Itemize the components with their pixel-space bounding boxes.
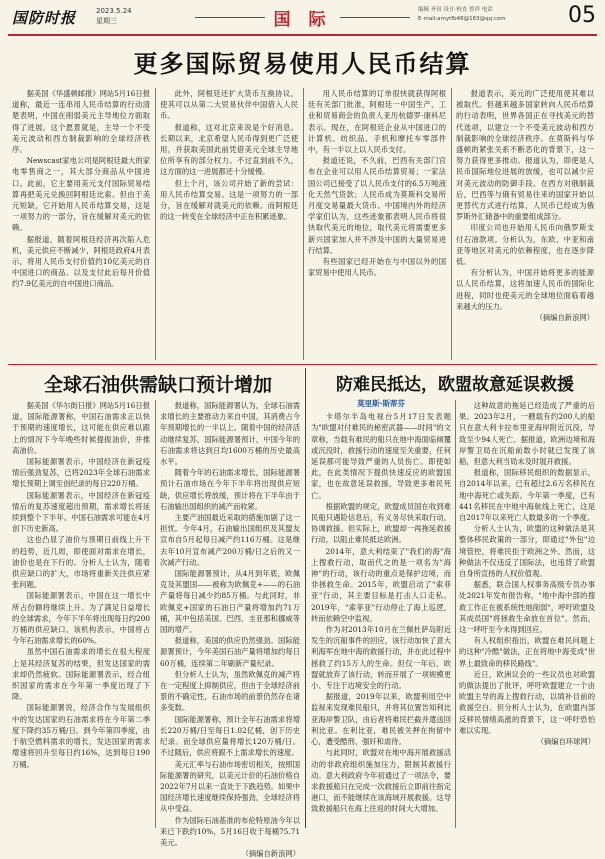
article2-column-2 bbox=[160, 400, 300, 859]
article3-paragraph: 分析人士认为，欧盟的这种做法是其整体移民政策的一部分，即通过"外包"边境管控，将难民拒于欧洲之外。然而，这种做法不仅违反了国际法，也违背了欧盟自身所宣扬的人权价值观。 bbox=[459, 524, 595, 579]
article3-paragraph: 这种故意的拖延已经造成了严重的后果。2023年2月，一艘载有约200人的船只在意大利卡拉布里亚海岸附近沉没，导致至少94人死亡。据报道，欧洲边境和海岸警卫局在沉船前数小时就已发现了该船，但意大利当局未及时展开救援。 bbox=[459, 401, 595, 467]
article1-paragraph: 有分析认为，中国开始将更多的能源以人民币结算，这将加速人民币的国际化进程，同时也使美元的全球地位面临着越来越大的压力。 bbox=[456, 268, 594, 311]
article3-paragraph: 2014年，意大利结束了"我们的海"海上搜救行动，取而代之的是一项名为"海神"的行动，该行动的重点是保护边境，而非拯救生命。2015年，欧盟启动了"索菲亚"行动，其主要目标是打击人口走私。2019年，"索菲亚"行动停止了海上巡逻，转而依赖空中监视。 bbox=[311, 546, 451, 623]
article2-paragraph: 据美国《华尔街日报》网站5月16日报道，国际能源署称，中国石油需求正以快于预期的速度增长，这可能在供应难以跟上的情况下今年晚些时候提振油价，并推高油价。 bbox=[12, 401, 150, 455]
article2-paragraph: 国际能源署表示，中国在这一增长中所占份额将继续上升。为了满足日益增长的全球需求，今年下半年将出现每日约200万桶的供应缺口。该机构表示，中国将占今年石油需求增长的60%。 bbox=[12, 591, 150, 646]
article1-paragraph: 此外，阿根廷还扩大货币互换协议，使其可以从第二大贸易伙伴中国借入人民币。 bbox=[160, 89, 298, 121]
article1-paragraph: 报道表示，美元的广泛使用使其难以被取代。但越来越多国家转向人民币结算的行动表明，世界各国正在寻找美元的替代选项，以建立一个不受美元波动和西方制裁影响的全球经济秩序。在莫斯科与华盛顿的紧张关系不断恶化的背景下，这一努力获得更多推动。报道认为，即使是人民币国际地位进展的放缓，也可以减少应对美元波动的防御手段。在西方对俄制裁后，巴西等与俄有贸易往来的国家开始以更替代方式进行结算，人民币已经成为俄罗斯外汇储备中的重要组成部分。 bbox=[456, 89, 594, 222]
article2-paragraph: 虽然中国石油需求的增长在很大程度上是其经济复苏的结果，但发达国家的需求却仍然疲软。国际能源署表示，经合组织国家的需求在今年第一季度出现了下降。 bbox=[12, 647, 150, 702]
article3-paragraph: 有人权组织指出，欧盟在难民问题上的这种"冷酷"做法，正在将地中海变成"世界上最致命的移民路线"。 bbox=[459, 636, 595, 668]
article2-column-1 bbox=[12, 400, 150, 828]
article2-paragraph: 国际能源署预计，从4月到年底，欧佩克及其盟国——被称为欧佩克+——的石油产量将每日减少约85万桶。与此同时，非欧佩克+国家的石油日产量将增加约71万桶，其中包括美国、巴西、圭亚那和挪威等国的增产。 bbox=[160, 569, 300, 635]
issue-date: 2023.5.24 bbox=[96, 7, 132, 15]
article3-paragraph: 作为对2013年10月在兰佩杜萨岛附近发生的沉船事件的回应，该行动加快了意大利海军在地中海的救援行动，并在此过程中拯救了约15万人的生命。但仅一年后，欧盟就放弃了该行动，转而开展了一项规模更小、专注于边境安全的行动。 bbox=[311, 625, 451, 691]
article2-paragraph: 作为国际石油基准的布伦特原油今年以来已下跌约10%，5月16日收于每桶75.71美元。 bbox=[160, 815, 300, 847]
article1-paragraph: 报道还说，不久前，巴西有关部门官布在企业可以用人民币结算贸易；一家法国公司已接受了以人民币支付的6.5万吨液化天然气货款；人民币成为莫斯科交易所月度交易量最大货币。中国境内外的经济学家们认为，这些迹象都表明人民币将很快取代美元的地位，取代美元将需要更多新兴国家加入并不涉及中国的大量贸易进行结算。 bbox=[308, 156, 446, 255]
article3-title: 防难民抵达，欧盟故意延误救援 bbox=[336, 375, 574, 395]
article1-paragraph: 用人民币结算的订单很快就获得阿根廷有关部门批准，阿根廷一中国生产、工业和贸易商会的负责人亚历杭德罗·康科尼表示。现在，在阿根廷企业从中国进口的计算机、纺织品、手机和摩托车零部件中，有一半以上以人民币支付。 bbox=[308, 89, 446, 155]
article1-column-4 bbox=[456, 88, 594, 360]
article-separator bbox=[8, 364, 597, 365]
newspaper-logo: 国防时报 bbox=[12, 9, 77, 27]
column-divider bbox=[155, 400, 156, 828]
article3-paragraph: 报道称，国际移民组织的数据显示，自2014年以来，已有超过2.6万名移民在地中海死亡或失踪。今年第一季度，已有441名移民在中地中海航线上死亡，这是自2017年以来死亡人数最多的一个季度。 bbox=[459, 468, 595, 523]
column-divider bbox=[155, 88, 156, 360]
page-number: 05 bbox=[568, 3, 596, 28]
article2-title: 全球石油供需缺口预计增加 bbox=[43, 374, 272, 396]
masthead bbox=[0, 0, 605, 36]
article2-paragraph: 国际能源署表示，中国经济在新冠疫情后强劲复苏，已将2023年全球石油需求增长预期上调至创纪录的每日220万桶。 bbox=[12, 457, 150, 489]
article1-column-3 bbox=[308, 88, 446, 360]
article3-paragraph: 据报道，2019年以来，欧盟利用空中监视来发现难民船只，并将其位置告知利比亚海岸警卫队，由后者将难民拦截并遣送回利比亚。在利比亚，难民被关押在拘留中心，遭受酷刑、强奸和虐待。 bbox=[311, 692, 451, 747]
article3-paragraph: 近日，欧洲议会的一些议员也对欧盟的做法提出了批评，呼吁欧盟建立一个由欧盟主导的海上搜救行动，以填补目前的救援空白。但分析人士认为，在欧盟内部反移民情绪高涨的背景下，这一呼吁恐怕难以实现。 bbox=[459, 669, 595, 735]
column-divider bbox=[455, 400, 456, 828]
article3-source: （摘编自环球网） bbox=[536, 737, 595, 747]
masthead-rule bbox=[8, 34, 597, 36]
article3-column-2 bbox=[459, 400, 595, 828]
section-title: 国 际 bbox=[273, 10, 332, 30]
article3-column-1 bbox=[311, 398, 451, 828]
article1-title: 更多国际贸易使用人民币结算 bbox=[133, 50, 472, 78]
article3-paragraph: 卡塔尔半岛电视台5月17日发表题为"欧盟对付难民的秘密武器——时间"的文章称，当载有难民的船只在地中海面临倾覆或沉没时，救援行动的速度至关重要，任何延误都可能导致严重的人员伤亡。即使如此，在此类情况下提供快速反应的欧盟国家，也在故意延误救援，导致更多难民死亡。 bbox=[311, 412, 451, 500]
article1-paragraph: 印度公司也开始用人民币向俄罗斯支付石油款项。分析认为，东欧、中亚和南亚等地区对美元的依赖程度，也在逐步降低。 bbox=[456, 223, 594, 267]
editor-email: E-mail:amytfb48@163@qq.com bbox=[418, 16, 506, 22]
article-divider-vertical bbox=[305, 368, 306, 828]
article2-paragraph: 国际能源署称，预计全年石油需求将增长220万桶/日至每日1.02亿桶，创下历史纪录。而全球供应量将增长120万桶/日。不过随后，供应将跟不上需求增长的速度。 bbox=[160, 714, 300, 758]
article1-paragraph: 但上个月，该公司开始了新的尝试：用人民币结算交易。这是一项努力的一部分，旨在缓解对就美元的依赖。而阿根廷的这一转变在全球经济中正在积累迹象。 bbox=[160, 178, 298, 222]
column-divider bbox=[303, 88, 304, 360]
issue-weekday: 星期三 bbox=[96, 17, 117, 25]
article1-column-2 bbox=[160, 88, 298, 360]
article1-paragraph: 报道称，这对北京来说是个好消息。长期以来，北京希望人民币得到更广泛使用，并获取美国此前凭借美元全球主导地位所享有的部分权力。不过直到前不久，这方面的这一进展都还十分缓慢。 bbox=[160, 122, 298, 177]
article1-paragraph: Newscast家电公司是阿根廷最大的家电零售商之一，其大部分商品从中国进口。此前，它主要用美元支付国际贸易结算再把美元兑换回阿根廷比索。但由于美元短缺，它开始用人民币结算交易，这是一项努力的一部分，旨在缓解对美元的依赖。 bbox=[12, 156, 150, 233]
article2-paragraph: 国际能源署说，经济合作与发展组织中的发达国家的石油需求将在今年第二季度下降约35万桶/日。到今年第四季度，由于航空燃料需求的增长，发达国家的需求增速将回升至每日约16%，达到每日190万桶。 bbox=[12, 703, 150, 769]
section-divider-right bbox=[340, 17, 410, 18]
article3-author: 莫里斯·斯蒂芬 bbox=[357, 399, 405, 408]
article2-paragraph: 随着今年的石油需求增长，国际能源署预计石油市场在今年下半年将出现供应短缺，供应增长将放缓，预计将在下半年由于石油输出国组织的减产而收紧。 bbox=[160, 468, 300, 511]
article2-paragraph: 报道称，美国的供应仍然强劲。国际能源署预计，今年美国石油产量将增加约每日60万桶，连续第二年刷新产量纪录。 bbox=[160, 636, 300, 668]
editor-credits bbox=[418, 6, 506, 24]
article2-paragraph: 报道称，国际能源署认为，全球石油需求增长的主要推动力来自中国，其消费占今年预期增长的一半以上。随着中国的经济活动继续复苏，国际能源署预计，中国今年的石油需求将达到日均1600万桶的历史最高水平。 bbox=[160, 401, 300, 467]
article1-paragraph: 有些国家已经开始在与中国以外的国家贸易中使用人民币。 bbox=[308, 257, 446, 278]
article1-source: （摘编自新浪网） bbox=[535, 313, 594, 323]
article3-paragraph: 根据欧盟的规定，欧盟成员国在收到难民船只遇险信息后，有义务尽快采取行动，协调救援。但实际上，欧盟却一再拖延救援行动，以阻止难民抵达欧洲。 bbox=[311, 501, 451, 545]
article1-paragraph: 据报道，随着阿根廷经济再次陷入危机，美元供应不断减少，阿根廷政府4月表示，将用人民币支付价值约10亿美元的自中国进口的商品。以及支付此后每月价值约7.9亿美元的自中国进口商品。 bbox=[12, 234, 150, 289]
column-divider bbox=[451, 88, 452, 360]
article3-paragraph: 与此同时，欧盟对在地中海开展救援活动的非政府组织施加压力，限制其救援行动。意大利政府今年初通过了一项法令，要求救援船只在完成一次救援后立即前往指定港口，而不能继续在该海域开展救援。这导致救援船只在海上往返的时间大大增加。 bbox=[311, 748, 451, 814]
article2-paragraph: 但分析人士认为，虽然欧佩克的减产将在一定程度上抑制供应，但由于全球经济前景的不确定性，石油市场的前景仍然存在诸多变数。 bbox=[160, 669, 300, 713]
article1-paragraph: 据美国《华盛顿邮报》网站5月16日报道称，最近一连串用人民币结算的行动清楚表明，中国在削弱美元主导地位方面取得了进展。这个愿景就是，主导一个不受美元波动和西方制裁影响的全球经济秩序。 bbox=[12, 89, 150, 155]
article2-source: （摘编自新浪网） bbox=[241, 849, 300, 859]
article2-paragraph: 这也凸显了油价与预期日前线上升下的趋势，近几周，即使面对需求在增长，油价也是在下行的。分析人士认为，随着供应缺口的扩大，市场将重新关注供应紧张问题。 bbox=[12, 535, 150, 590]
article1-column-1 bbox=[12, 88, 150, 360]
editor-line: 编辑 齐田 设计·校直 曾祥 电话 bbox=[418, 7, 493, 13]
article2-paragraph: 国际能源署表示，中国经济在新冠疫情后的复苏速度超出预期，需求增长将延续到整个下半年。中国石油需求可能在4月创下历史新高。 bbox=[12, 490, 150, 534]
article3-paragraph: 据悉，联合国人权事务高级专员办事处2021年发布报告称，"地中海中部的搜救工作正在被系统性地削弱"，呼吁欧盟及其成员国"将拯救生命放在首位"。然而，这一呼吁至今未得到回应。 bbox=[459, 580, 595, 635]
article2-paragraph: 美元汇率与石油市场密切相关，按照国际能源署的研究，以美元计价的石油价格自2022年7月以来一直处于下跌趋势。如果中国经济增长速度继续保持强劲，全球经济将从中受益。 bbox=[160, 759, 300, 814]
article2-paragraph: 主要产油国最近采取的措施加剧了这一担忧。今年4月，石油输出国组织及其盟友宣布自5月起每日减产约116万桶。这是继去年10月宣布减产200万桶/日之后的又一次减产行动。 bbox=[160, 513, 300, 567]
